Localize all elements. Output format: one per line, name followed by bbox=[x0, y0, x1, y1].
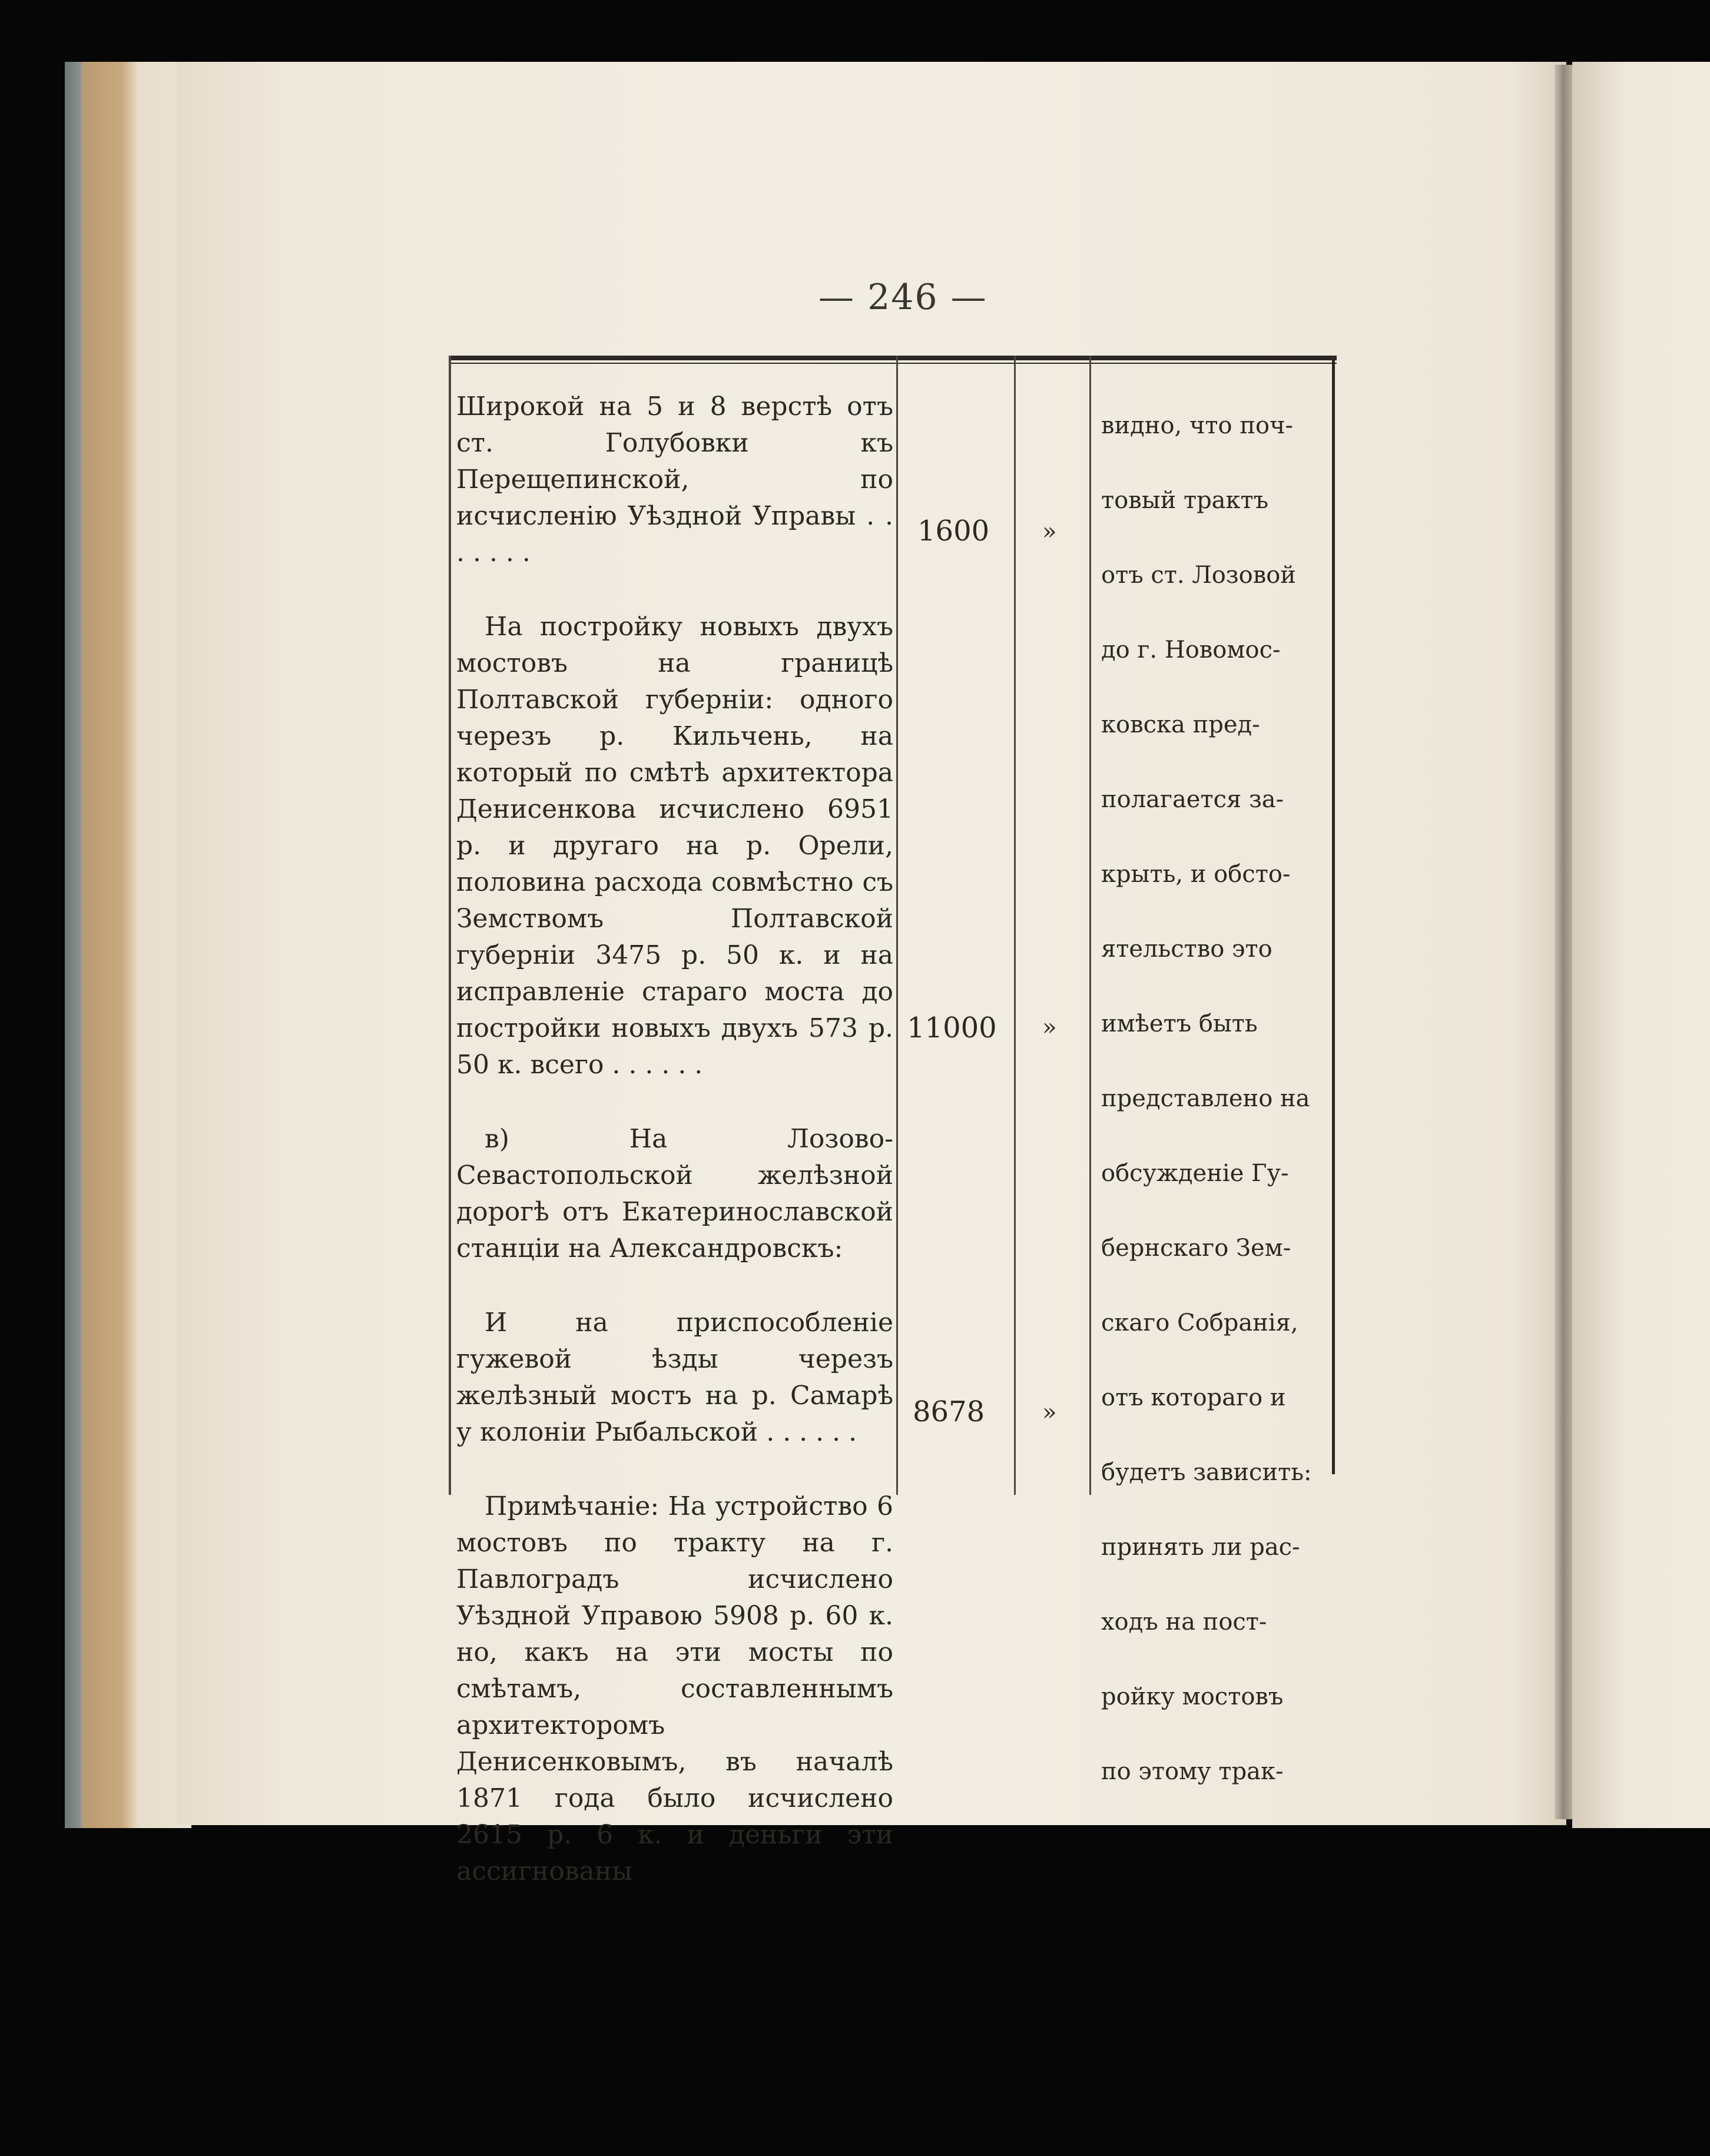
remark-line: будетъ зависить: bbox=[1101, 1459, 1312, 1486]
note-text: Примѣчаніе: На устройство 6 мостовъ по тракту на г. Павлоградъ исчислено Уѣздной Управою 5908 р. 60 к. но, какъ на эти мосты по смѣтамъ, составленнымъ архитекторомъ Денисенковымъ, въ началѣ 1871 года было исчислено 2615 р. 6 к. и деньги эти ассигнованы bbox=[456, 1491, 893, 1886]
item-text: И на приспособленіе гужевой ѣзды черезъ желѣзный мостъ на р. Самарѣ у колоніи Рыбальской . . . . . . bbox=[456, 1308, 893, 1447]
remark-line: ятельство это bbox=[1101, 936, 1272, 963]
remark-line: представлено на bbox=[1101, 1085, 1310, 1112]
item-amount: 1600 bbox=[917, 515, 990, 548]
remark-line: бернскаго Зем- bbox=[1101, 1235, 1291, 1262]
item-ditto-mark: » bbox=[1042, 1399, 1057, 1426]
remark-line: по этому трак- bbox=[1101, 1758, 1284, 1785]
table-left-border bbox=[449, 356, 451, 1495]
remark-line: скаго Собранія, bbox=[1101, 1309, 1298, 1336]
remark-line: обсужденіе Гу- bbox=[1101, 1160, 1289, 1187]
item-ditto-mark: » bbox=[1042, 1014, 1057, 1041]
item-amount: 8678 bbox=[913, 1395, 985, 1428]
items-text-column bbox=[456, 389, 893, 1928]
remark-line: ходъ на пост- bbox=[1101, 1608, 1267, 1636]
table-right-border bbox=[1332, 356, 1335, 1474]
table-top-rule-thin bbox=[449, 363, 1337, 364]
column-divider-amount bbox=[896, 356, 898, 1495]
remark-line: ковска пред- bbox=[1101, 711, 1260, 738]
item-text: На постройку новыхъ двухъ мостовъ на границѣ Полтавской губерніи: одного черезъ р. Кильчень, на который по смѣтѣ архитектора Денисенкова исчислено 6951 р. и другаго на р. Орели, половина расхода совмѣстно съ Земствомъ Полтавской губерніи 3475 р. 50 к. и на исправленіе стараго моста до постройки новыхъ двухъ 573 р. 50 к. всего . . . . . . bbox=[456, 612, 893, 1080]
table-top-rule bbox=[449, 356, 1337, 360]
remark-line: крыть, и обсто- bbox=[1101, 861, 1291, 888]
remark-line: отъ ст. Лозовой bbox=[1101, 562, 1296, 589]
item-text: Широкой на 5 и 8 верстѣ отъ ст. Голубовки къ Перещепинской, по исчисленію Уѣздной Управы . . . . . . . bbox=[456, 392, 893, 568]
next-page-edge bbox=[1572, 62, 1710, 1828]
item-ditto-mark: » bbox=[1042, 518, 1057, 545]
column-divider-unit bbox=[1014, 356, 1016, 1495]
item-text: в) На Лозово-Севастопольской желѣзной дорогѣ отъ Екатеринославской станціи на Александровскъ: bbox=[456, 1124, 893, 1263]
remark-line: до г. Новомос- bbox=[1101, 636, 1281, 664]
page-number: — 246 — bbox=[818, 277, 987, 318]
column-divider-remarks bbox=[1089, 356, 1091, 1495]
remark-line: отъ котораго и bbox=[1101, 1384, 1286, 1411]
book-spine-edge bbox=[65, 62, 191, 1828]
remark-line: принять ли рас- bbox=[1101, 1534, 1300, 1561]
remark-line: полагается за- bbox=[1101, 786, 1284, 813]
page-gutter bbox=[1555, 65, 1572, 1819]
remark-line: ройку мостовъ bbox=[1101, 1683, 1284, 1710]
remark-line: видно, что поч- bbox=[1101, 412, 1294, 439]
remark-line: товый трактъ bbox=[1101, 487, 1269, 514]
remark-line: имѣетъ быть bbox=[1101, 1010, 1258, 1037]
remarks-column bbox=[1101, 389, 1328, 1809]
item-amount: 11000 bbox=[907, 1011, 997, 1044]
